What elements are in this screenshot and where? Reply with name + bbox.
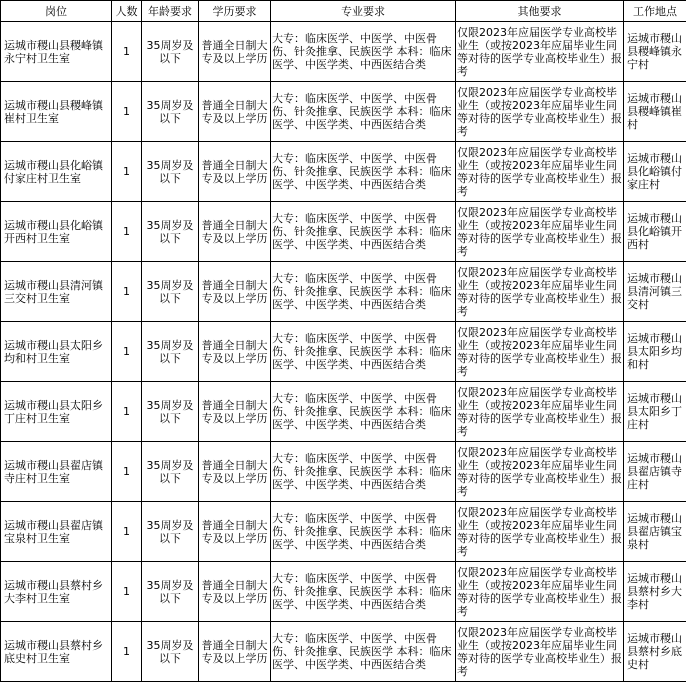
cell-major: 大专：临床医学、中医学、中医骨伤、针灸推拿、民族医学 本科：临床医学、中医学类、中西医结合类 bbox=[271, 322, 456, 382]
cell-other: 仅限2023年应届医学专业高校毕业生（或按2023年应届毕业生同等对待的医学专业高校毕业生）报考 bbox=[456, 562, 624, 622]
cell-other: 仅限2023年应届医学专业高校毕业生（或按2023年应届毕业生同等对待的医学专业高校毕业生）报考 bbox=[456, 262, 624, 322]
cell-education: 普通全日制大专及以上学历 bbox=[199, 502, 271, 562]
cell-location: 运城市稷山县翟店镇宝泉村 bbox=[624, 502, 686, 562]
cell-position: 运城市稷山县化峪镇开西村卫生室 bbox=[1, 202, 112, 262]
cell-education: 普通全日制大专及以上学历 bbox=[199, 82, 271, 142]
cell-location: 运城市稷山县稷峰镇崔村 bbox=[624, 82, 686, 142]
cell-location: 运城市稷山县稷峰镇永宁村 bbox=[624, 22, 686, 82]
header-age: 年龄要求 bbox=[142, 1, 199, 22]
table-row bbox=[1, 82, 686, 142]
table-row bbox=[1, 442, 686, 502]
table-row bbox=[1, 202, 686, 262]
cell-count: 1 bbox=[112, 442, 142, 502]
cell-count: 1 bbox=[112, 382, 142, 442]
cell-education: 普通全日制大专及以上学历 bbox=[199, 382, 271, 442]
table-row bbox=[1, 22, 686, 82]
cell-other: 仅限2023年应届医学专业高校毕业生（或按2023年应届毕业生同等对待的医学专业高校毕业生）报考 bbox=[456, 202, 624, 262]
cell-count: 1 bbox=[112, 502, 142, 562]
cell-location: 运城市稷山县清河镇三交村 bbox=[624, 262, 686, 322]
cell-education: 普通全日制大专及以上学历 bbox=[199, 622, 271, 682]
header-location: 工作地点 bbox=[624, 1, 686, 22]
cell-major: 大专：临床医学、中医学、中医骨伤、针灸推拿、民族医学 本科：临床医学、中医学类、中西医结合类 bbox=[271, 22, 456, 82]
cell-location: 运城市稷山县化峪镇开西村 bbox=[624, 202, 686, 262]
cell-location: 运城市稷山县化峪镇付家庄村 bbox=[624, 142, 686, 202]
cell-age: 35周岁及以下 bbox=[142, 82, 199, 142]
cell-major: 大专：临床医学、中医学、中医骨伤、针灸推拿、民族医学 本科：临床医学、中医学类、中西医结合类 bbox=[271, 622, 456, 682]
cell-position: 运城市稷山县翟店镇宝泉村卫生室 bbox=[1, 502, 112, 562]
cell-other: 仅限2023年应届医学专业高校毕业生（或按2023年应届毕业生同等对待的医学专业高校毕业生）报考 bbox=[456, 622, 624, 682]
cell-position: 运城市稷山县太阳乡丁庄村卫生室 bbox=[1, 382, 112, 442]
cell-age: 35周岁及以下 bbox=[142, 322, 199, 382]
cell-position: 运城市稷山县蔡村乡底史村卫生室 bbox=[1, 622, 112, 682]
cell-location: 运城市稷山县翟店镇寺庄村 bbox=[624, 442, 686, 502]
cell-age: 35周岁及以下 bbox=[142, 142, 199, 202]
cell-position: 运城市稷山县稷峰镇崔村卫生室 bbox=[1, 82, 112, 142]
cell-count: 1 bbox=[112, 82, 142, 142]
header-other: 其他要求 bbox=[456, 1, 624, 22]
cell-count: 1 bbox=[112, 622, 142, 682]
cell-major: 大专：临床医学、中医学、中医骨伤、针灸推拿、民族医学 本科：临床医学、中医学类、中西医结合类 bbox=[271, 562, 456, 622]
cell-age: 35周岁及以下 bbox=[142, 382, 199, 442]
cell-education: 普通全日制大专及以上学历 bbox=[199, 562, 271, 622]
cell-other: 仅限2023年应届医学专业高校毕业生（或按2023年应届毕业生同等对待的医学专业高校毕业生）报考 bbox=[456, 22, 624, 82]
header-position: 岗位 bbox=[1, 1, 112, 22]
cell-age: 35周岁及以下 bbox=[142, 22, 199, 82]
cell-count: 1 bbox=[112, 22, 142, 82]
cell-education: 普通全日制大专及以上学历 bbox=[199, 142, 271, 202]
cell-position: 运城市稷山县化峪镇付家庄村卫生室 bbox=[1, 142, 112, 202]
table-row bbox=[1, 142, 686, 202]
cell-location: 运城市稷山县太阳乡均和村 bbox=[624, 322, 686, 382]
cell-education: 普通全日制大专及以上学历 bbox=[199, 262, 271, 322]
cell-other: 仅限2023年应届医学专业高校毕业生（或按2023年应届毕业生同等对待的医学专业高校毕业生）报考 bbox=[456, 442, 624, 502]
cell-major: 大专：临床医学、中医学、中医骨伤、针灸推拿、民族医学 本科：临床医学、中医学类、中西医结合类 bbox=[271, 82, 456, 142]
cell-position: 运城市稷山县清河镇三交村卫生室 bbox=[1, 262, 112, 322]
cell-age: 35周岁及以下 bbox=[142, 202, 199, 262]
table-row bbox=[1, 262, 686, 322]
table-row bbox=[1, 322, 686, 382]
cell-education: 普通全日制大专及以上学历 bbox=[199, 22, 271, 82]
header-education: 学历要求 bbox=[199, 1, 271, 22]
cell-education: 普通全日制大专及以上学历 bbox=[199, 442, 271, 502]
cell-age: 35周岁及以下 bbox=[142, 262, 199, 322]
cell-age: 35周岁及以下 bbox=[142, 442, 199, 502]
cell-location: 运城市稷山县蔡村乡大李村 bbox=[624, 562, 686, 622]
cell-location: 运城市稷山县蔡村乡底史村 bbox=[624, 622, 686, 682]
cell-major: 大专：临床医学、中医学、中医骨伤、针灸推拿、民族医学 本科：临床医学、中医学类、中西医结合类 bbox=[271, 202, 456, 262]
cell-age: 35周岁及以下 bbox=[142, 622, 199, 682]
cell-other: 仅限2023年应届医学专业高校毕业生（或按2023年应届毕业生同等对待的医学专业高校毕业生）报考 bbox=[456, 322, 624, 382]
cell-major: 大专：临床医学、中医学、中医骨伤、针灸推拿、民族医学 本科：临床医学、中医学类、中西医结合类 bbox=[271, 382, 456, 442]
cell-count: 1 bbox=[112, 322, 142, 382]
cell-position: 运城市稷山县翟店镇寺庄村卫生室 bbox=[1, 442, 112, 502]
cell-position: 运城市稷山县太阳乡均和村卫生室 bbox=[1, 322, 112, 382]
cell-position: 运城市稷山县蔡村乡大李村卫生室 bbox=[1, 562, 112, 622]
table-row bbox=[1, 382, 686, 442]
cell-other: 仅限2023年应届医学专业高校毕业生（或按2023年应届毕业生同等对待的医学专业高校毕业生）报考 bbox=[456, 142, 624, 202]
cell-count: 1 bbox=[112, 142, 142, 202]
cell-major: 大专：临床医学、中医学、中医骨伤、针灸推拿、民族医学 本科：临床医学、中医学类、中西医结合类 bbox=[271, 142, 456, 202]
cell-count: 1 bbox=[112, 562, 142, 622]
cell-other: 仅限2023年应届医学专业高校毕业生（或按2023年应届毕业生同等对待的医学专业高校毕业生）报考 bbox=[456, 502, 624, 562]
cell-position: 运城市稷山县稷峰镇永宁村卫生室 bbox=[1, 22, 112, 82]
table-row bbox=[1, 622, 686, 682]
table-row bbox=[1, 562, 686, 622]
cell-count: 1 bbox=[112, 262, 142, 322]
cell-age: 35周岁及以下 bbox=[142, 502, 199, 562]
table-row bbox=[1, 502, 686, 562]
header-count: 人数 bbox=[112, 1, 142, 22]
cell-other: 仅限2023年应届医学专业高校毕业生（或按2023年应届毕业生同等对待的医学专业高校毕业生）报考 bbox=[456, 382, 624, 442]
cell-count: 1 bbox=[112, 202, 142, 262]
cell-major: 大专：临床医学、中医学、中医骨伤、针灸推拿、民族医学 本科：临床医学、中医学类、中西医结合类 bbox=[271, 262, 456, 322]
cell-education: 普通全日制大专及以上学历 bbox=[199, 322, 271, 382]
cell-other: 仅限2023年应届医学专业高校毕业生（或按2023年应届毕业生同等对待的医学专业高校毕业生）报考 bbox=[456, 82, 624, 142]
cell-age: 35周岁及以下 bbox=[142, 562, 199, 622]
cell-location: 运城市稷山县太阳乡丁庄村 bbox=[624, 382, 686, 442]
cell-major: 大专：临床医学、中医学、中医骨伤、针灸推拿、民族医学 本科：临床医学、中医学类、中西医结合类 bbox=[271, 502, 456, 562]
header-major: 专业要求 bbox=[271, 1, 456, 22]
cell-major: 大专：临床医学、中医学、中医骨伤、针灸推拿、民族医学 本科：临床医学、中医学类、中西医结合类 bbox=[271, 442, 456, 502]
cell-education: 普通全日制大专及以上学历 bbox=[199, 202, 271, 262]
header-row bbox=[1, 1, 686, 22]
